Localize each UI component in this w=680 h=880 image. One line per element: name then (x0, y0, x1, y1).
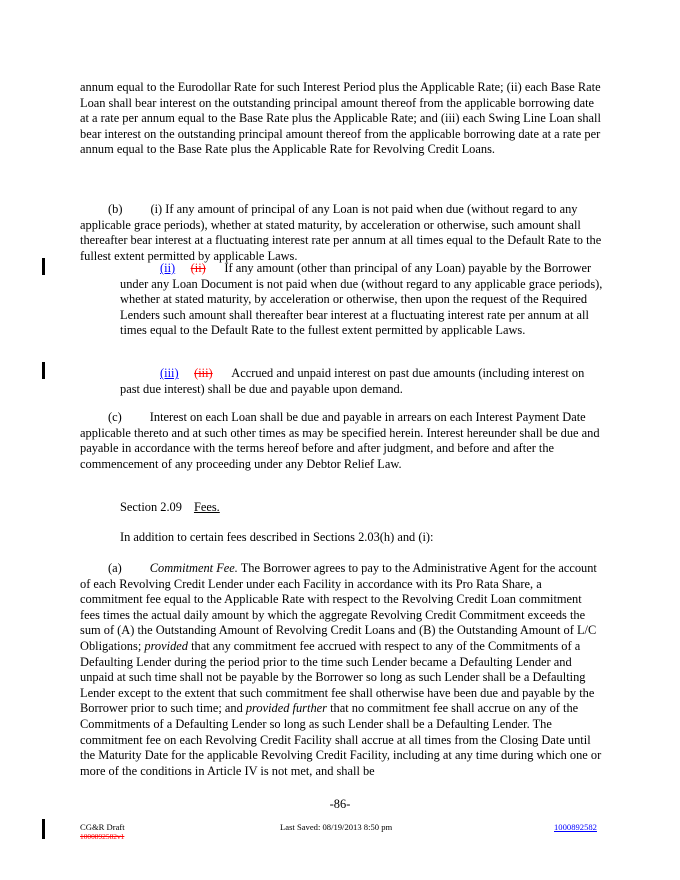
paragraph-label: (b) (108, 202, 123, 216)
change-bar (42, 362, 45, 379)
paragraph-text: If any amount (other than principal of any Loan) payable by the Borrower under any Loan Document is not paid when due (without regard to any applicable grace periods), whether at stated maturity, by acceleration or otherwise, then upon the request of the Required Lenders such amount shall thereafter bear interest at a fluctuating interest rate per annum at all times equal to the Default Rate to the fullest extent permitted by applicable Laws. (120, 261, 603, 338)
paragraph-text: In addition to certain fees described in Sections 2.03(h) and (i): (120, 530, 434, 544)
paragraph-text: that no commitment fee shall accrue on any of the Commitments of a Defaulting Lender so long as such Lender shall be a Defaulting Lender. The commitment fee on each Revolving Credit Facility shall accrue at all times from the Closing Date until the Maturity Date for the applicable Revolving Credit Facility, including at any time during which one or more of the conditions in Article IV is not met, and shall be (80, 701, 602, 778)
paragraph-intro (80, 530, 603, 546)
paragraph-b-iii (120, 366, 603, 397)
term-provided: provided (144, 638, 188, 653)
paragraph-text: (i) If any amount of principal of any Loan is not paid when due (without regard to any applicable grace periods), whether at stated maturity, by acceleration or otherwise, such amount shall thereafter bear interest at a fluctuating interest rate per annum at all times equal to the Default Rate to the fullest extent permitted by applicable Laws. (80, 202, 602, 263)
paragraph-text: that any commitment fee accrued with respect to any of the Commitments of a Defaulting Lender during the period prior to the time such Lender became a Defaulting Lender and unpaid at such time shall not be payable by the Borrower so long as such Lender shall be a Defaulting Lender except to the extent that such commitment fee shall otherwise have been due and payable by the Borrower prior to such time; and (80, 638, 595, 716)
term-provided-further: provided further (245, 701, 327, 716)
change-bar (42, 258, 45, 275)
paragraph-text: annum equal to the Eurodollar Rate for such Interest Period plus the Applicable Rate; (ii) each Base Rate Loan shall bear interest on the outstanding principal amount thereof from the applicable borrowing date at a rate per annum equal to the Base Rate plus the Applicable Rate; and (iii) each Swing Line Loan shall bear interest on the outstanding principal amount thereof from the applicable borrowing date at a rate per annum equal to the Base Rate plus the Applicable Rate for Revolving Credit Loans. (80, 80, 601, 157)
section-number: Section 2.09 (120, 500, 182, 514)
section-heading (80, 500, 603, 516)
inserted-label: (iii) (160, 366, 179, 380)
paragraph-text: The Borrower agrees to pay to the Administrative Agent for the account of each Revolving Credit Lender under each Facility in accordance with its Pro Rata Share, a commitment fee equal to the Applicable Rate with respect to the Revolving Credit Loan commitment fees times the actual daily amount by which the aggregate Revolving Credit Commitment exceeds the sum of (A) the Outstanding Amount of Revolving Credit Loans and (B) the Outstanding Amount of L/C Obligations; (80, 561, 597, 653)
paragraph-a-commitment-fee (80, 561, 603, 779)
change-bar (42, 819, 45, 839)
footer-draft-label: CG&R Draft (80, 822, 125, 832)
inserted-label: (ii) (160, 261, 176, 275)
paragraph-text: Accrued and unpaid interest on past due amounts (including interest on past due interest) shall be due and payable upon demand. (120, 366, 585, 396)
footer-left (80, 822, 125, 841)
paragraph-c (80, 410, 603, 472)
page-number: -86- (329, 797, 351, 811)
deleted-label: (ii) (190, 261, 206, 275)
footer-old-doc-id: 1000892582v1 (80, 832, 125, 841)
section-title: Fees. (193, 500, 220, 514)
footer-doc-id[interactable]: 1000892582 (554, 822, 597, 832)
paragraph-b (80, 202, 603, 264)
paragraph-b-ii (120, 261, 603, 339)
paragraph-label: (a) (108, 561, 122, 575)
paragraph-label: (c) (108, 410, 122, 424)
paragraph-text: Interest on each Loan shall be due and payable in arrears on each Interest Payment Date applicable thereto and at such other times as may be specified herein. Interest hereunder shall be due and payable in accordance with the terms hereof before and after judgment, and before and after the commencement of any proceeding under any Debtor Relief Law. (80, 410, 600, 471)
paragraph-heading: Commitment Fee. (149, 561, 238, 575)
paragraph-interest-rates (80, 80, 603, 158)
deleted-label: (iii) (194, 366, 213, 380)
footer-saved: Last Saved: 08/19/2013 8:50 pm (280, 822, 393, 832)
